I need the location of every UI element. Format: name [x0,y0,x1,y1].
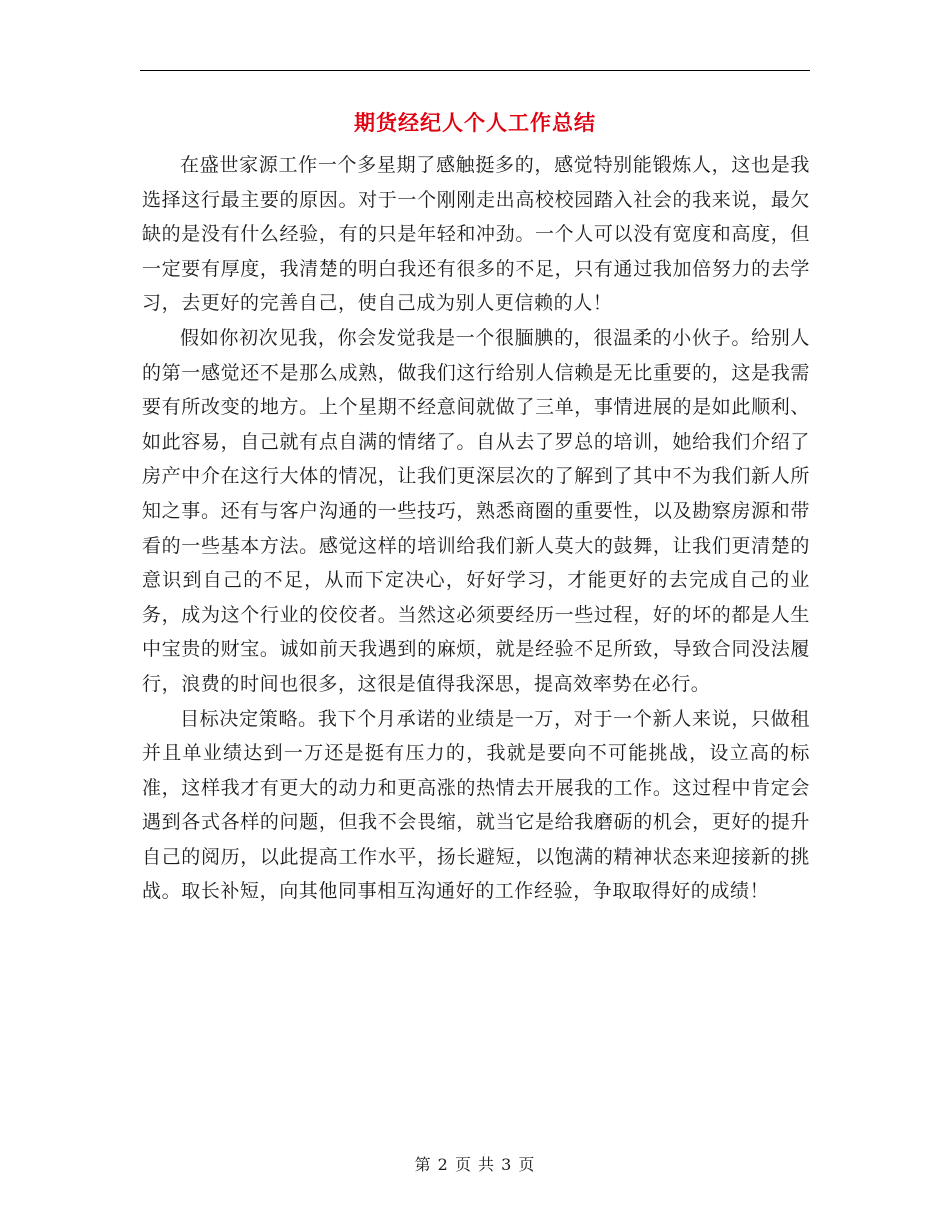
header-rule [140,70,810,71]
paragraph-2: 假如你初次见我，你会发觉我是一个很腼腆的，很温柔的小伙子。给别人的第一感觉还不是那么成熟，做我们这行给别人信赖是无比重要的，这是我需要有所改变的地方。上个星期不经意间就做了三单，事情进展的是如此顺利、如此容易，自己就有点自满的情绪了。自从去了罗总的培训，她给我们介绍了房产中介在这行大体的情况，让我们更深层次的了解到了其中不为我们新人所知之事。还有与客户沟通的一些技巧，熟悉商圈的重要性，以及勘察房源和带看的一些基本方法。感觉这样的培训给我们新人莫大的鼓舞，让我们更清楚的意识到自己的不足，从而下定决心，好好学习，才能更好的去完成自己的业务，成为这个行业的佼佼者。当然这必须要经历一些过程，好的坏的都是人生中宝贵的财宝。诚如前天我遇到的麻烦，就是经验不足所致，导致合同没法履行，浪费的时间也很多，这很是值得我深思，提高效率势在必行。 [142,326,810,695]
document-title: 期货经纪人个人工作总结 [354,111,596,135]
paragraph-1: 在盛世家源工作一个多星期了感触挺多的，感觉特别能锻炼人，这也是我选择这行最主要的原因。对于一个刚刚走出高校校园踏入社会的我来说，最欠缺的是没有什么经验，有的只是年轻和冲劲。一个人可以没有宽度和高度，但一定要有厚度，我清楚的明白我还有很多的不足，只有通过我加倍努力的去学习，去更好的完善自己，使自己成为别人更信赖的人！ [142,154,810,315]
document-body [142,148,810,909]
paragraph-3: 目标决定策略。我下个月承诺的业绩是一万，对于一个新人来说，只做租并且单业绩达到一万还是挺有压力的，我就是要向不可能挑战，设立高的标准，这样我才有更大的动力和更高涨的热情去开展我的工作。这过程中肯定会遇到各式各样的问题，但我不会畏缩，就当它是给我磨砺的机会，更好的提升自己的阅历，以此提高工作水平，扬长避短，以饱满的精神状态来迎接新的挑战。取长补短，向其他同事相互沟通好的工作经验，争取取得好的成绩！ [142,707,810,903]
page-number-footer: 第 2 页 共 3 页 [414,1155,536,1174]
